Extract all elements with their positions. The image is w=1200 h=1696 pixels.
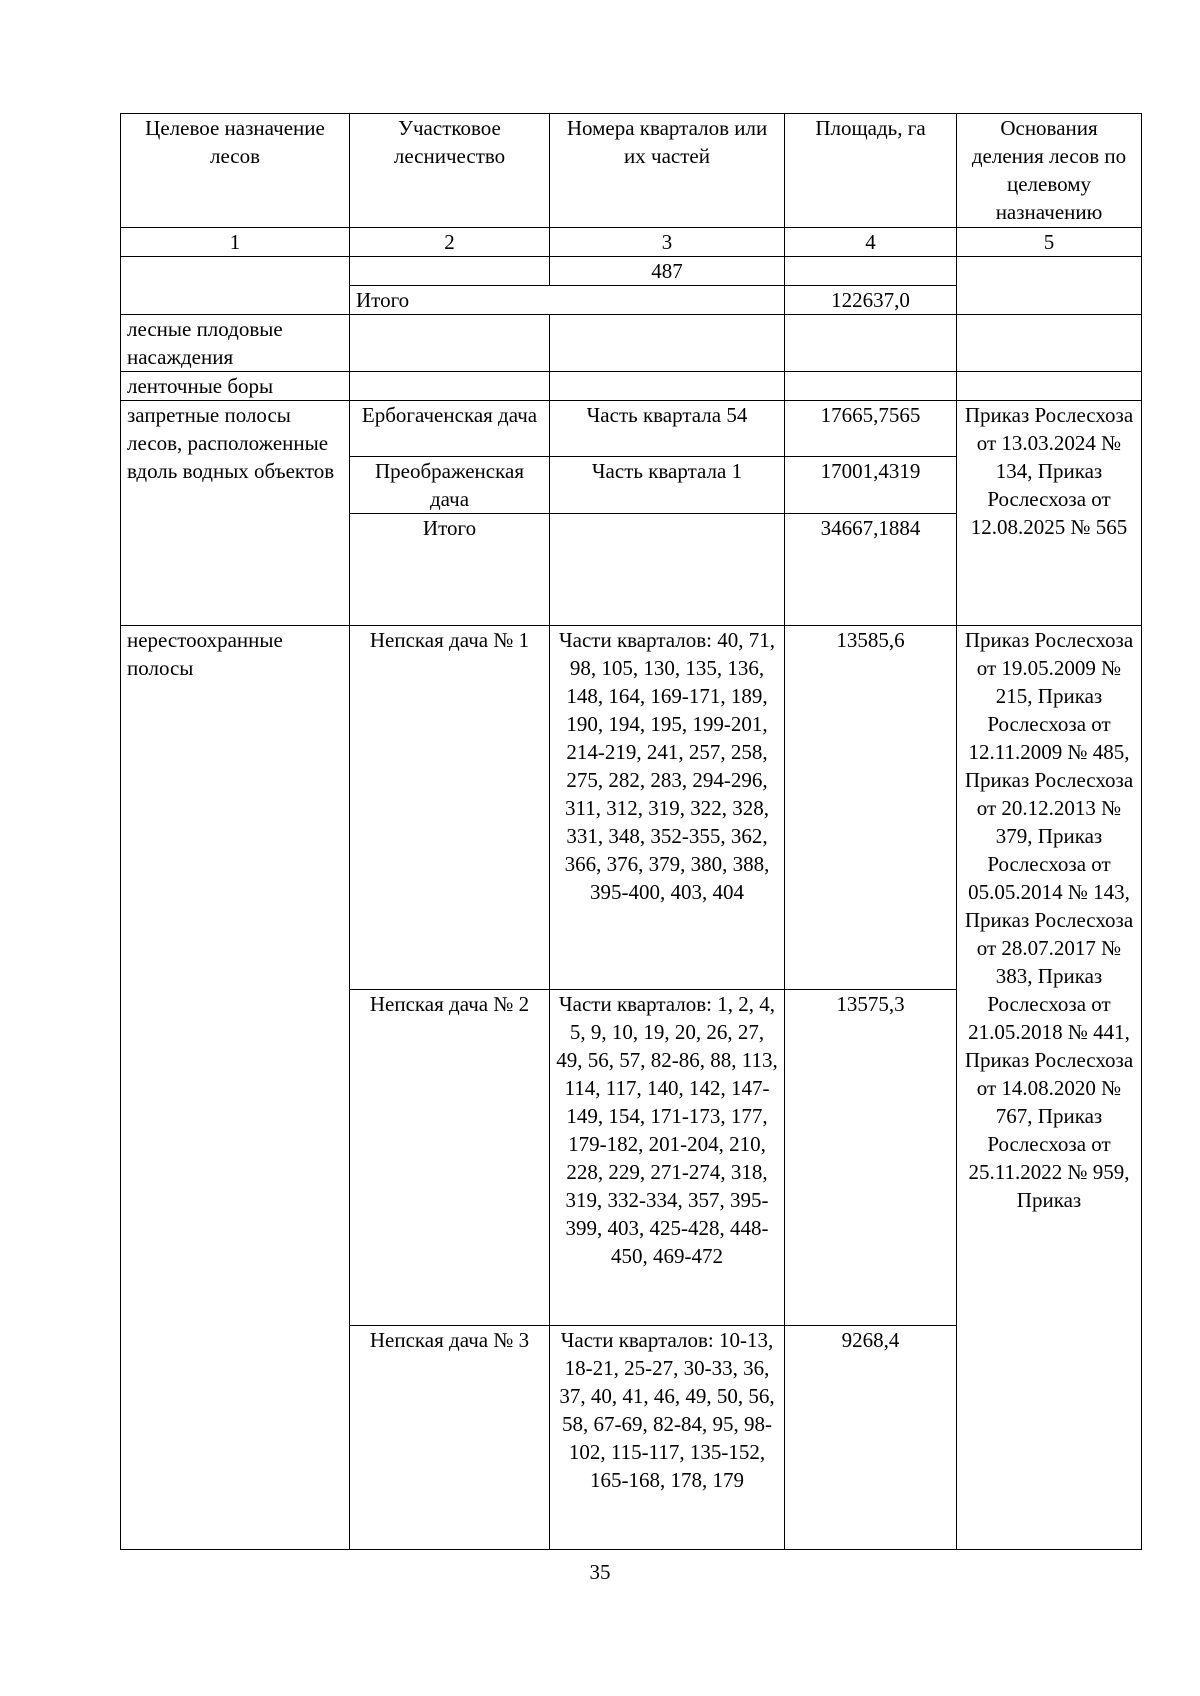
column-number-row [121,228,1142,257]
cell-empty [785,315,957,372]
table-row [121,372,1142,401]
forest-purpose-table [120,113,1142,1550]
col-number-3: 3 [550,228,785,257]
cell-quarters: Часть квартала 54 [550,401,785,457]
cell-basis: Приказ Рослесхоза от 19.05.2009 № 215, Приказ Рослесхоза от 12.11.2009 № 485, Приказ Рослесхоза от 20.12.2013 № 379, Приказ Рослесхоза от 05.05.2014 № 143, Приказ Рослесхоза от 28.07.2017 № 383, Приказ Рослесхоза от 21.05.2018 № 441, Приказ Рослесхоза от 14.08.2020 № 767, Приказ Рослесхоза от 25.11.2022 № 959, Приказ [957,626,1142,1550]
cell-quarters: Части кварталов: 40, 71, 98, 105, 130, 135, 136, 148, 164, 169-171, 189, 190, 194, 195, 199-201, 214-219, 241, 257, 258, 275, 282, 283, 294-296, 311, 312, 319, 322, 328, 331, 348, 352-355, 362, 366, 376, 379, 380, 388, 395-400, 403, 404 [550,626,785,990]
col-number-5: 5 [957,228,1142,257]
header-district: Участковое лесничество [350,114,550,228]
cell-area: 9268,4 [785,1326,957,1550]
header-basis: Основания деления лесов по целевому назначению [957,114,1142,228]
cell-purpose: лесные плодовые насаждения [121,315,350,372]
cell-basis: Приказ Рослесхоза от 13.03.2024 № 134, Приказ Рослесхоза от 12.08.2025 № 565 [957,401,1142,626]
cell-area: 13585,6 [785,626,957,990]
cell-empty [957,372,1142,401]
cell-area: 17001,4319 [785,457,957,514]
table-row [121,257,1142,286]
cell-empty [350,257,550,286]
cell-empty [350,315,550,372]
cell-district: Непская дача № 1 [350,626,550,990]
cell-quarters: Части кварталов: 10-13, 18-21, 25-27, 30-33, 36, 37, 40, 41, 46, 49, 50, 56, 58, 67-69, 82-84, 95, 98-102, 115-117, 135-152, 165-168, 178, 179 [550,1326,785,1550]
cell-empty [785,257,957,286]
cell-empty [550,372,785,401]
cell-area: 13575,3 [785,990,957,1326]
header-area: Площадь, га [785,114,957,228]
total-area: 34667,1884 [785,514,957,626]
cell-empty [121,257,350,315]
cell-quarters: Части кварталов: 1, 2, 4, 5, 9, 10, 19, 20, 26, 27, 49, 56, 57, 82-86, 88, 113, 114, 117, 140, 142, 147-149, 154, 171-173, 177, 179-182, 201-204, 210, 228, 229, 271-274, 318, 319, 332-334, 357, 395-399, 403, 425-428, 448-450, 469-472 [550,990,785,1326]
cell-quarters: Часть квартала 1 [550,457,785,514]
cell-area: 17665,7565 [785,401,957,457]
col-number-1: 1 [121,228,350,257]
cell-empty [785,372,957,401]
header-row [121,114,1142,228]
col-number-2: 2 [350,228,550,257]
col-number-4: 4 [785,228,957,257]
table-row [121,315,1142,372]
cell-district: Ербогаченская дача [350,401,550,457]
cell-district: Непская дача № 2 [350,990,550,1326]
header-quarters: Номера кварталов или их частей [550,114,785,228]
total-area: 122637,0 [785,286,957,315]
cell-empty [957,315,1142,372]
cell-empty [957,257,1142,315]
page-number: 35 [589,1560,611,1584]
cell-purpose: нерестоохранные полосы [121,626,350,1550]
cell-empty [350,372,550,401]
header-purpose: Целевое назначение лесов [121,114,350,228]
cell-purpose: запретные полосы лесов, расположенные вдоль водных объектов [121,401,350,626]
cell-empty [550,315,785,372]
cell-empty [550,514,785,626]
cell-purpose: ленточные боры [121,372,350,401]
cell-district: Преображенская дача [350,457,550,514]
cell-quarters: 487 [550,257,785,286]
table-row [121,401,1142,457]
total-label: Итого [350,514,550,626]
total-label: Итого [350,286,785,315]
table-row [121,626,1142,990]
cell-district: Непская дача № 3 [350,1326,550,1550]
